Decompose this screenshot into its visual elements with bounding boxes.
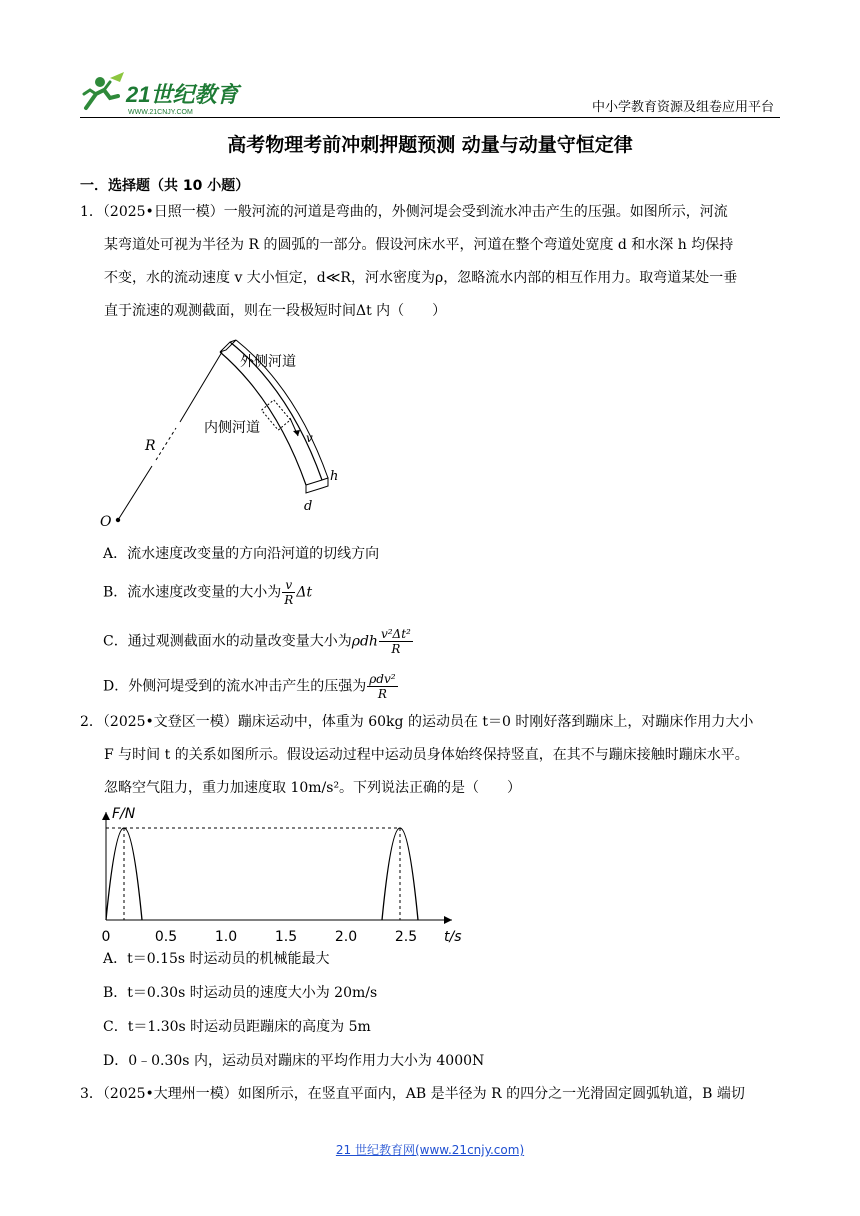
question-3-text [80,1078,780,1111]
x-tick-label: 0 [101,929,111,945]
channel-cross-section [306,478,328,493]
x-tick-label: 1.0 [214,929,238,945]
logo-subtext: WWW.21CNJY.COM [128,109,193,116]
logo-text: 21世纪教育 [126,82,239,107]
q2-line-1: 2．（2025•文登区一模）蹦床运动中，体重为 60kg 的运动员在 t＝0 时刚好落到蹦床上，对蹦床作用力大小 [80,714,754,730]
q1-line-3: 不变，水的流动速度 v 大小恒定，d≪R，河水密度为ρ，忽略流水内部的相互作用力。取弯道某处一垂 [104,270,738,286]
q1-line-2: 某弯道处可视为半径为 R 的圆弧的一部分。假设河床水平，河道在整个弯道处宽度 d 和水深 h 均保持 [104,237,734,253]
q2-line-2: F 与时间 t 的关系如图所示。假设运动过程中运动员身体始终保持竖直，在其不与蹦床接触时蹦床水平。 [104,747,749,763]
x-tick-label: 1.5 [274,929,298,945]
center-point [116,518,120,522]
footer-link[interactable]: 21 世纪教育网(www.21cnjy.com) [335,1143,525,1157]
channel-end-cap [220,340,236,352]
radius-line-upper [180,352,222,422]
q1-option-b: B．流水速度改变量的大小为 $\frac{v}{R}$ Δt [103,578,313,607]
runner-icon [84,72,124,108]
y-axis-arrow [102,812,110,820]
x-axis-arrow [444,916,452,924]
question-1-text [80,196,780,328]
page-title: 高考物理考前冲刺押题预测 动量与动量守恒定律 [227,134,633,156]
q2-option-d: D．0﹣0.30s 内，运动员对蹦床的平均作用力大小为 4000N [103,1053,485,1069]
force-time-chart [92,800,482,950]
inner-bank-arc [220,352,306,485]
radius-line-lower [118,466,152,520]
header-divider [80,117,780,118]
x-tick-label: 2.5 [394,929,418,945]
x-axis-label: t/s [444,929,462,945]
inner-channel-label: 内侧河道 [204,420,260,436]
platform-name: 中小学教育资源及组卷应用平台 [591,100,774,115]
center-label: O [100,514,112,530]
q2-line-3: 忽略空气阻力，重力加速度取 10m/s²。下列说法正确的是（ ） [104,780,522,796]
q1-option-d: D．外侧河堤受到的流水冲击产生的压强为 $\frac{\text{ρdv²}}{R}$ [103,672,396,701]
x-tick-label: 0.5 [154,929,178,945]
x-tick-label: 2.0 [334,929,358,945]
radius-line-dashed [156,428,176,460]
velocity-label: v [306,431,313,445]
q1-option-c: C．通过观测截面水的动量改变量大小为ρdh $\frac{\text{v²Δt²}}{R}$ [103,627,411,656]
q1-line-1: 1．（2025•日照一模）一般河流的河道是弯曲的，外侧河堤会受到流水冲击产生的压强。如图所示，河流 [80,204,728,220]
depth-label: h [330,469,339,484]
section-heading: 一．选择题（共 10 小题） [80,178,250,194]
q2-option-a: A．t＝0.15s 时运动员的机械能最大 [103,951,330,967]
q3-line-1: 3．（2025•大理州一模）如图所示，在竖直平面内，AB 是半径为 R 的四分之一光滑固定圆弧轨道，B 端切 [80,1086,745,1102]
outer-channel-label: 外侧河道 [240,354,296,370]
site-logo [80,68,260,118]
page-footer [0,1141,860,1158]
radius-label: R [145,438,156,454]
q1-line-4: 直于流速的观测截面，则在一段极短时间Δt 内（ ） [104,303,447,319]
q2-option-b: B．t＝0.30s 时运动员的速度大小为 20m/s [103,985,378,1001]
q2-option-c: C．t＝1.30s 时运动员距蹦床的高度为 5m [103,1019,371,1035]
width-label: d [304,499,313,514]
q1-option-a: A．流水速度改变量的方向沿河道的切线方向 [103,546,380,562]
question-2-text [80,706,780,805]
y-axis-label: F/N [112,806,136,822]
river-bend-figure [100,330,360,530]
